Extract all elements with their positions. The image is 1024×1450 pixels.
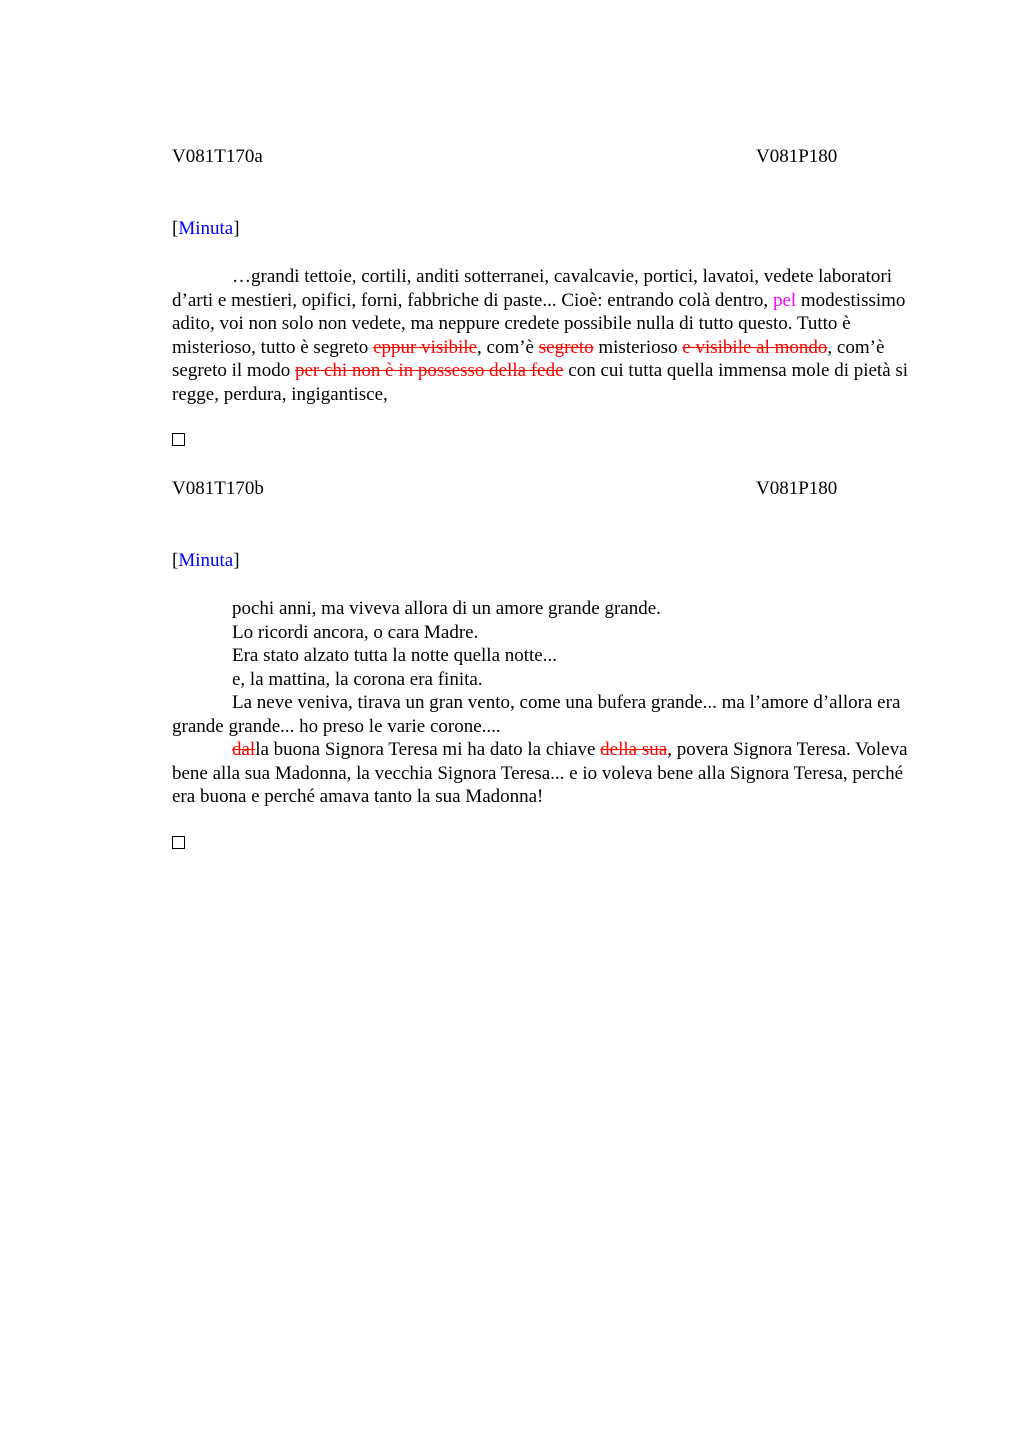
deleted-text: e visibile al mondo — [682, 336, 828, 358]
section-2 — [172, 477, 917, 849]
label-bracket-open: [ — [172, 550, 179, 571]
deleted-text: eppur visibile — [373, 336, 478, 358]
label-minuta: Minuta — [178, 550, 234, 571]
label-bracket-open: [ — [172, 218, 179, 239]
deleted-text: per chi non è in possesso della fede — [294, 360, 564, 381]
label-bracket-close: ] — [233, 218, 240, 239]
deleted-text: della sua — [600, 739, 668, 760]
text-line: e, la mattina, la corona era finita. — [232, 668, 483, 690]
text-run: con cui tutta quella immensa mole di pietà si regge, perdura, ingigantisce, — [172, 360, 909, 405]
section-label — [172, 217, 917, 241]
label-minuta: Minuta — [178, 218, 234, 239]
document-page — [172, 145, 917, 849]
page-code: V081P180 — [756, 478, 838, 499]
section-label — [172, 549, 917, 573]
text-line — [172, 738, 917, 809]
transcription-lines — [172, 597, 917, 809]
text-run: la buona Signora Teresa mi ha dato la chiave — [255, 739, 601, 760]
square-outline-icon — [172, 433, 185, 446]
text-run: , povera Signora Teresa. Voleva bene alla sua Madonna, la vecchia Signora Teresa... e io voleva bene alla Signora Teresa, perché era buona e perché amava tanto la sua Madonna! — [172, 739, 908, 807]
text-line: La neve veniva, tirava un gran vento, come una bufera grande... ma l’amore d’allora era grande grande... ho preso le varie corone.... — [172, 692, 901, 737]
text-line: pochi anni, ma viveva allora di un amore grande grande. — [232, 598, 661, 619]
document-code: V081T170b — [172, 478, 264, 499]
text-run: modestissimo adito, voi non solo non vedete, ma neppure credete possibile nulla di tutto questo. Tutto è misterioso, tutto è segreto — [172, 289, 906, 358]
text-run: , com’è segreto il modo — [172, 336, 885, 381]
transcription-paragraph — [172, 265, 917, 406]
page-code: V081P180 — [756, 146, 838, 167]
text-line: Lo ricordi ancora, o cara Madre. — [232, 621, 479, 643]
section-1 — [172, 145, 917, 446]
text-run: …grandi tettoie, cortili, anditi sotterranei, cavalcavie, portici, lavatoi, vedete laboratori d’arti e mestieri, opifici, forni, fabbriche di paste... Cioè: entrando colà dentro, — [172, 266, 892, 311]
text-run: , com’è — [477, 336, 539, 358]
section-header — [172, 145, 917, 169]
deleted-text: segreto — [538, 336, 594, 358]
deleted-text: dal — [232, 739, 256, 760]
document-code: V081T170a — [172, 146, 263, 167]
square-outline-icon — [172, 836, 185, 849]
text-line: Era stato alzato tutta la notte quella notte... — [232, 645, 557, 666]
text-run: misterioso — [593, 336, 683, 358]
label-bracket-close: ] — [233, 550, 240, 571]
insertion-text: pel — [772, 289, 797, 311]
section-header — [172, 477, 917, 501]
